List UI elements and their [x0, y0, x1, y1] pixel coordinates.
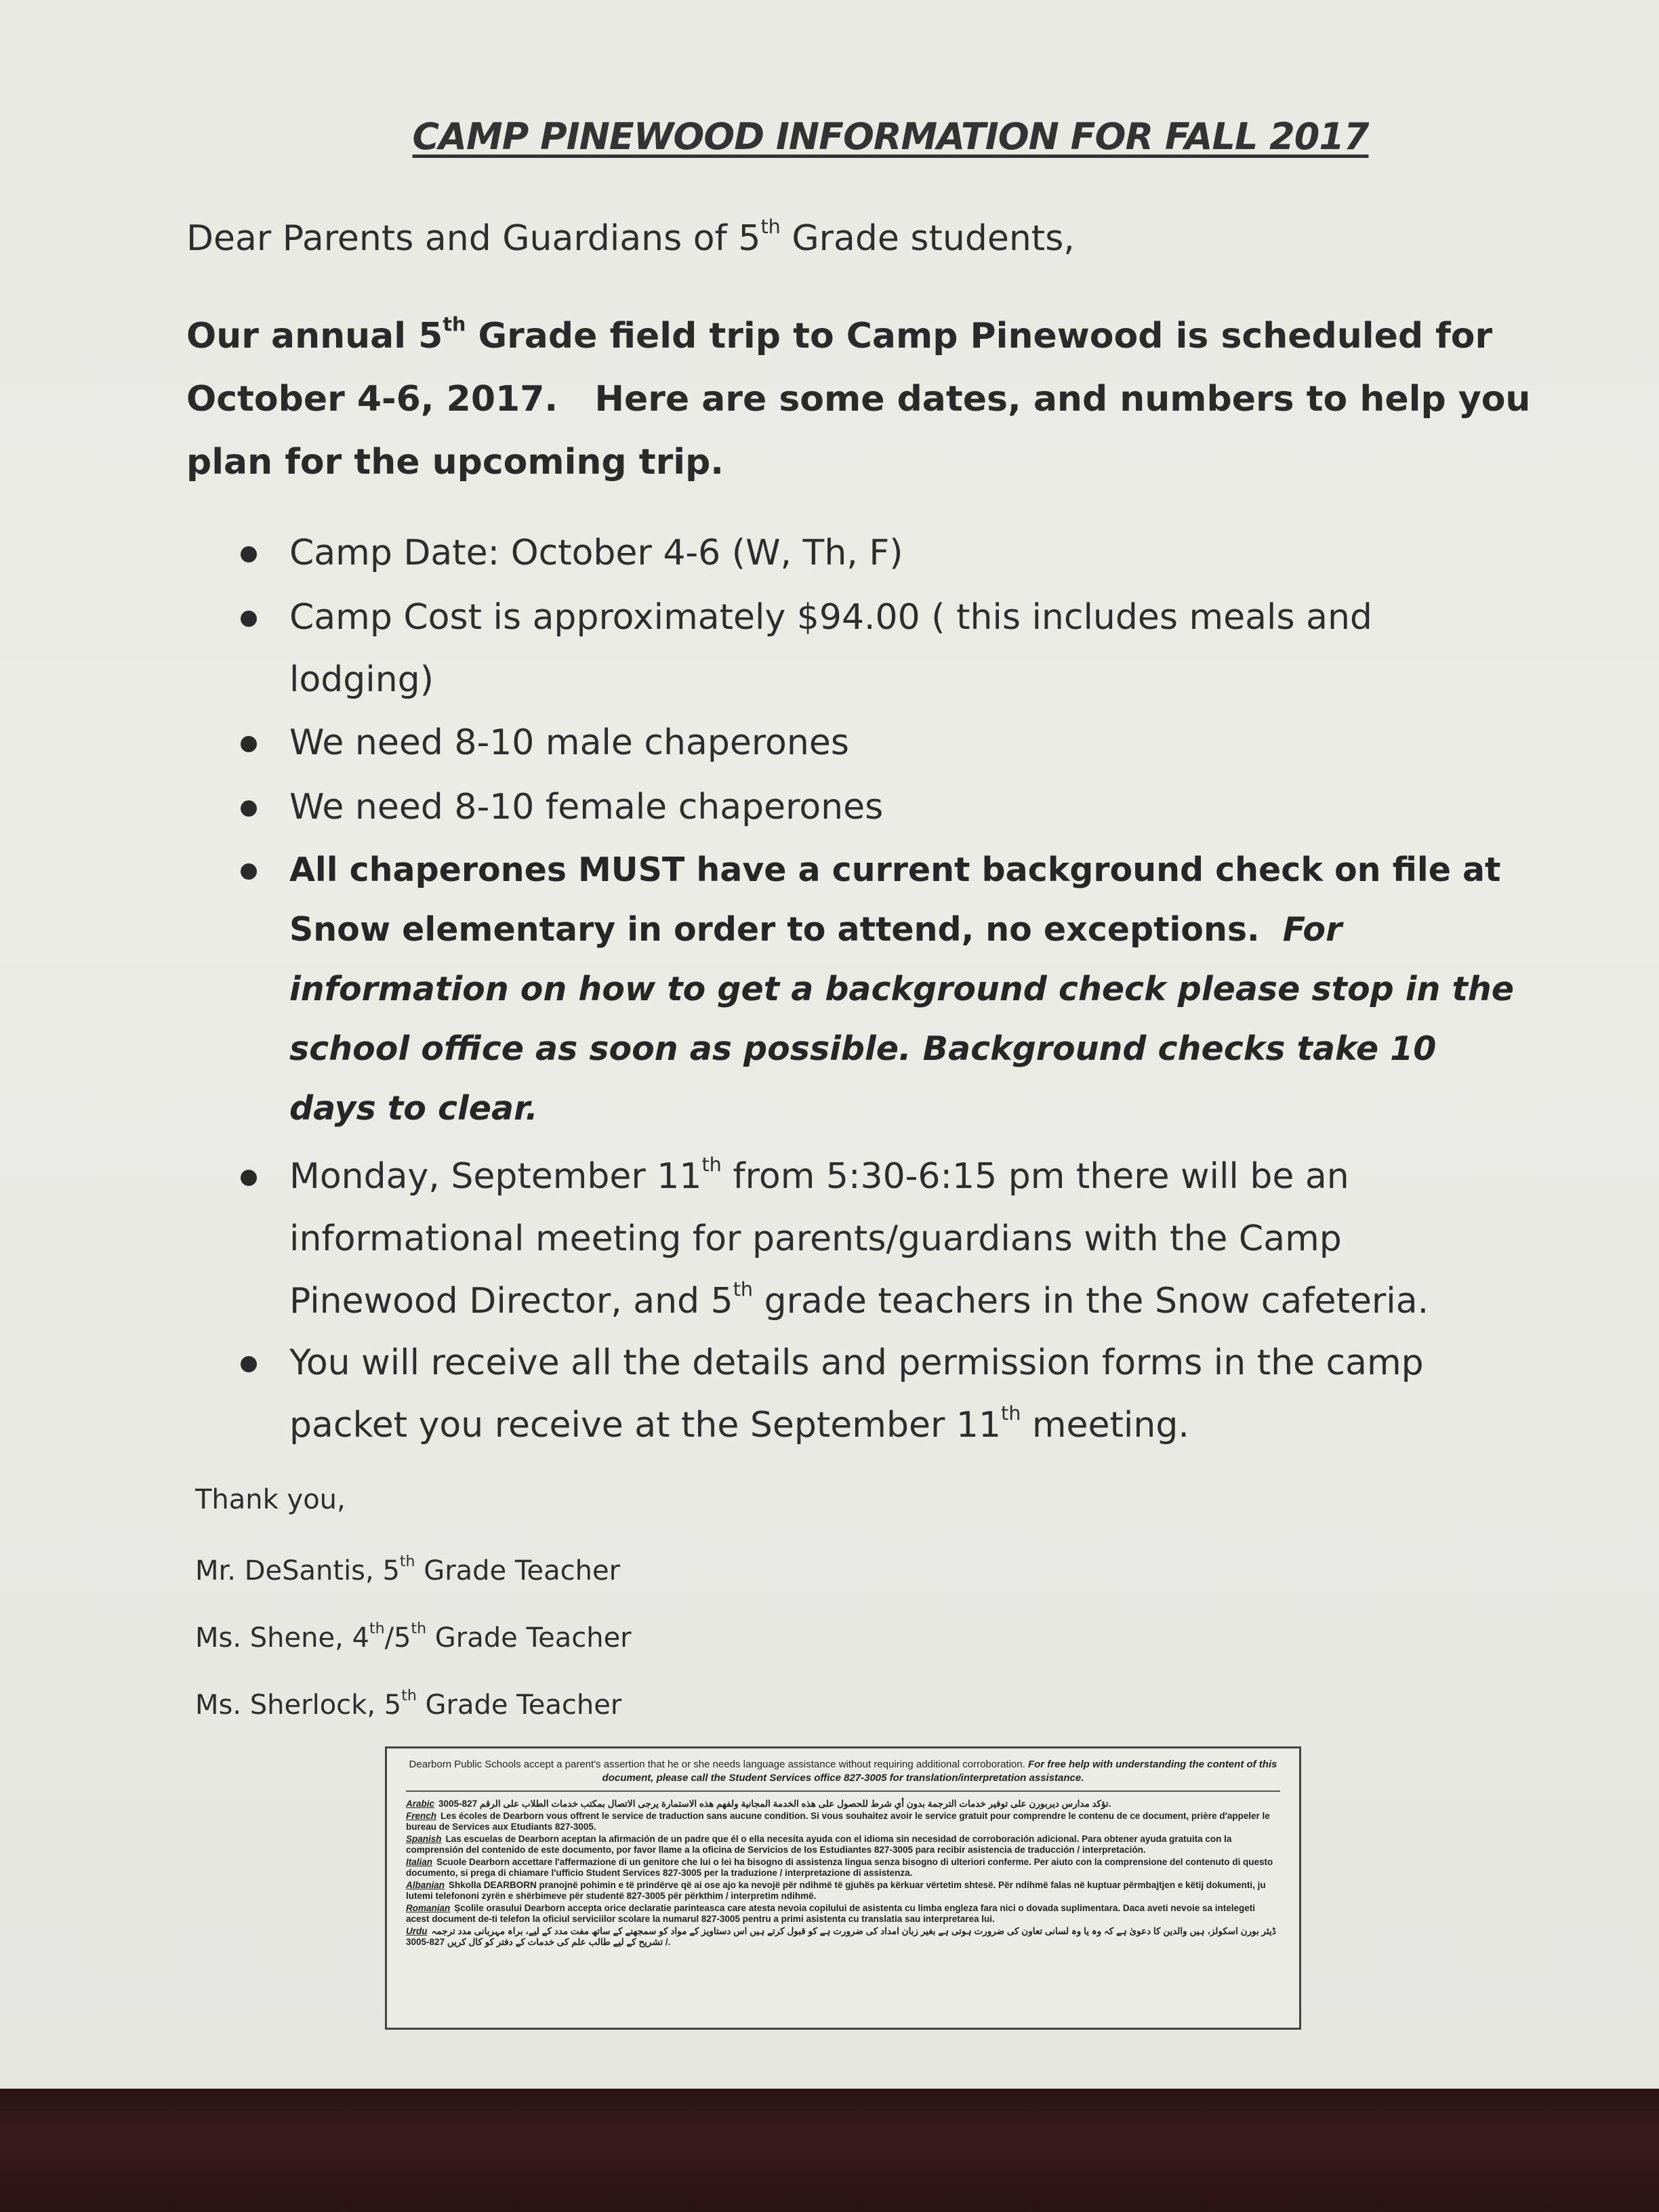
text-line: Camp Date: October 4-6 (W, Th, F): [289, 533, 903, 573]
text-segment: Snow elementary in order to attend, no exceptions.: [289, 910, 1283, 949]
language-label: Urdu: [406, 1926, 428, 1936]
language-text: Scuole Dearborn accettare l'affermazione di un genitore che lui o lei ha bisogno di assistenza lingua senza bisogno di ulteriori conferme. Per aiuto con la comprensione del contenuto di questo documento, si prega di chiamare l'ufficio Student Services 827-3005 per la traduzione / interpretazione di assistenza.: [406, 1857, 1273, 1878]
bullet-icon: [241, 863, 257, 880]
greeting-text-end: Grade students,: [780, 218, 1075, 259]
text-line: Camp Cost is approximately $94.00 ( this includes meals and: [289, 597, 1372, 638]
greeting-sup: th: [760, 214, 781, 238]
text-line: We need 8-10 male chaperones: [289, 722, 849, 763]
text-segment: meeting.: [1021, 1405, 1189, 1446]
list-item-text: [289, 776, 1509, 838]
signature-sup: th: [399, 1553, 415, 1571]
notice-italian: [406, 1857, 1280, 1879]
text-line: lodging): [289, 659, 434, 700]
list-item-text: [289, 522, 1509, 584]
text-line: [289, 1145, 1509, 1208]
text-sup: th: [733, 1277, 754, 1300]
language-text: ڈیئر بورن اسکولز، ہیں والدین کا دعویٰ ہے کہ وہ یا وہ لسانی تعاون کی ضرورت ہوتی ہے بغیر زبان امداد کی ضرورت ہے کو قبول کرتے ہیں اس دستاویز کے مواد کو سمجھنے کے ساتھ مفت مدد کے لیے، براہ مہربانی مدد ترجمہ / تشریح کے لیے طالب علم کی خدمات کے دفتر کو کال کریں 827-3005.: [406, 1926, 1276, 1947]
signature-desantis: [195, 1555, 620, 1586]
signature-text: Grade Teacher: [416, 1689, 622, 1721]
intro-paragraph: [186, 305, 1531, 494]
text-line: All chaperones MUST have a current background check on file at: [289, 851, 1501, 889]
language-text: Shkolla DEARBORN pranojnë pohimin e të prindërve që ai ose ajo ka nevojë për ndihmë të gjuhës pa kërkuar vërtetim shtesë. Për ndihmë falas në kuptuar përmbajtjen e këtij dokumenti, ju lutemi telefononi zyrën e shërbimeve për studentë 827-3005 për përkthim / interpretim ndihmë.: [406, 1880, 1266, 1901]
language-assistance-notice: [385, 1746, 1301, 2030]
notice-urdu: [406, 1926, 1280, 1948]
signature-sup: th: [411, 1620, 427, 1638]
language-text: تؤكد مدارس ديربورن على توفير خدمات الترجمة بدون أي شرط للحصول على هذه الخدمة المجانية ولفهم هذه الاستمارة يرجى الاتصال بمكتب خدمات الطلاب على الرقم 827-3005.: [438, 1799, 1111, 1809]
language-text: Las escuelas de Dearborn aceptan la afirmación de un padre que él o ella necesita ayuda con el idioma sin necesidad de corroboración adicional. Para obtener ayuda gratuita con la comprensión del contenido de este documento, por favor llame a la oficina de Servicios de los Estudiantes 827-3005 para recibir asistencia de traducción / interpretación.: [406, 1834, 1232, 1855]
notice-french: [406, 1811, 1280, 1832]
signature-text: Grade Teacher: [415, 1555, 621, 1586]
notice-header-emphasis: For free help with understanding the content of this document, please call the Student Services office 827-3005 for translation/interpretation assistance.: [602, 1759, 1277, 1784]
notice-spanish: [406, 1834, 1280, 1856]
list-item-text: [289, 1332, 1509, 1456]
language-label: French: [406, 1811, 437, 1821]
bullet-icon: [241, 736, 257, 752]
signature-text: Ms. Sherlock, 5: [195, 1689, 402, 1721]
language-label: Italian: [406, 1857, 433, 1867]
text-segment: packet you receive at the September 11: [289, 1405, 1002, 1446]
language-label: Albanian: [406, 1880, 445, 1890]
text-line: informational meeting for parents/guardians with the Camp: [289, 1218, 1342, 1259]
greeting-text: Dear Parents and Guardians of 5: [186, 218, 761, 259]
document-title: CAMP PINEWOOD INFORMATION FOR FALL 2017: [412, 115, 1369, 158]
text-segment: grade teachers in the Snow cafeteria.: [753, 1281, 1429, 1322]
notice-albanian: [406, 1880, 1280, 1902]
bullet-icon: [241, 800, 257, 817]
bullet-icon: [241, 611, 257, 627]
intro-text: Grade field trip to Camp Pinewood is scheduled for: [466, 316, 1493, 356]
language-label: Romanian: [406, 1903, 451, 1913]
language-text: Les écoles de Dearborn vous offrent le service de traduction sans aucune condition. Si vous souhaitez avoir le service gratuit pour comprendre le contenu de ce document, prière d'appeler le bureau de Services aux Etudiants 827-3005.: [406, 1811, 1270, 1832]
signature-text: Mr. DeSantis, 5: [195, 1555, 400, 1586]
text-line: [289, 1270, 1509, 1332]
signature-text: /5: [384, 1622, 411, 1654]
language-label: Arabic: [406, 1799, 435, 1809]
text-line: [289, 900, 1509, 960]
notice-arabic: [406, 1799, 1280, 1809]
notice-romanian: [406, 1903, 1280, 1925]
text-line: school office as soon as possible. Background checks take 10: [289, 1029, 1437, 1068]
signature-text: Grade Teacher: [426, 1622, 632, 1654]
notice-header: [406, 1758, 1280, 1792]
signature-sup: th: [401, 1687, 417, 1705]
text-sup: th: [701, 1152, 722, 1176]
language-label: Spanish: [406, 1834, 442, 1844]
signature-sup: th: [369, 1620, 385, 1638]
signature-text: Ms. Shene, 4: [195, 1622, 369, 1654]
intro-line: [186, 305, 1493, 368]
closing-thanks: Thank you,: [195, 1484, 346, 1515]
bullet-icon: [241, 546, 257, 562]
intro-line: October 4-6, 2017. Here are some dates, and numbers to help you: [186, 379, 1531, 419]
text-segment: Pinewood Director, and 5: [289, 1281, 733, 1322]
greeting: [186, 214, 1075, 259]
desk-surface: [0, 2089, 1659, 2212]
text-line: [289, 1394, 1509, 1456]
intro-line: plan for the upcoming trip.: [186, 442, 724, 483]
list-item-text: [289, 840, 1515, 1139]
list-item-text: [289, 586, 1509, 711]
signature-sherlock: [195, 1689, 621, 1721]
list-item-text: [289, 712, 1509, 774]
bullet-icon: [241, 1356, 257, 1372]
text-segment: from 5:30-6:15 pm there will be an: [721, 1156, 1349, 1197]
text-line: We need 8-10 female chaperones: [289, 787, 884, 827]
text-line: information on how to get a background check please stop in the: [289, 970, 1515, 1008]
notice-header-text: Dearborn Public Schools accept a parent's assertion that he or she needs language assistance without requiring additional corroboration.: [409, 1759, 1025, 1770]
bullet-icon: [241, 1170, 257, 1186]
text-line: You will receive all the details and permission forms in the camp: [289, 1343, 1424, 1383]
intro-sup: th: [443, 312, 466, 335]
text-segment: Monday, September 11: [289, 1156, 702, 1197]
list-item-text: [289, 1145, 1509, 1332]
text-segment-italic: For: [1282, 910, 1343, 949]
intro-text: Our annual 5: [186, 316, 443, 356]
language-text: Școlile orasului Dearborn accepta orice declaratie parinteasca care atesta nevoia copilului de asistenta cu limba engleza fara nici o dovada suplimentara. Daca aveti nevoie sa intelegeti acest document de-ti telefon la oficiul serviciilor scolare la numarul 827-3005 pentru a primi asistenta cu translatia sau interpretarea lui.: [406, 1903, 1255, 1924]
text-sup: th: [1001, 1401, 1021, 1425]
signature-shene: [195, 1622, 632, 1654]
text-line: days to clear.: [289, 1089, 538, 1128]
